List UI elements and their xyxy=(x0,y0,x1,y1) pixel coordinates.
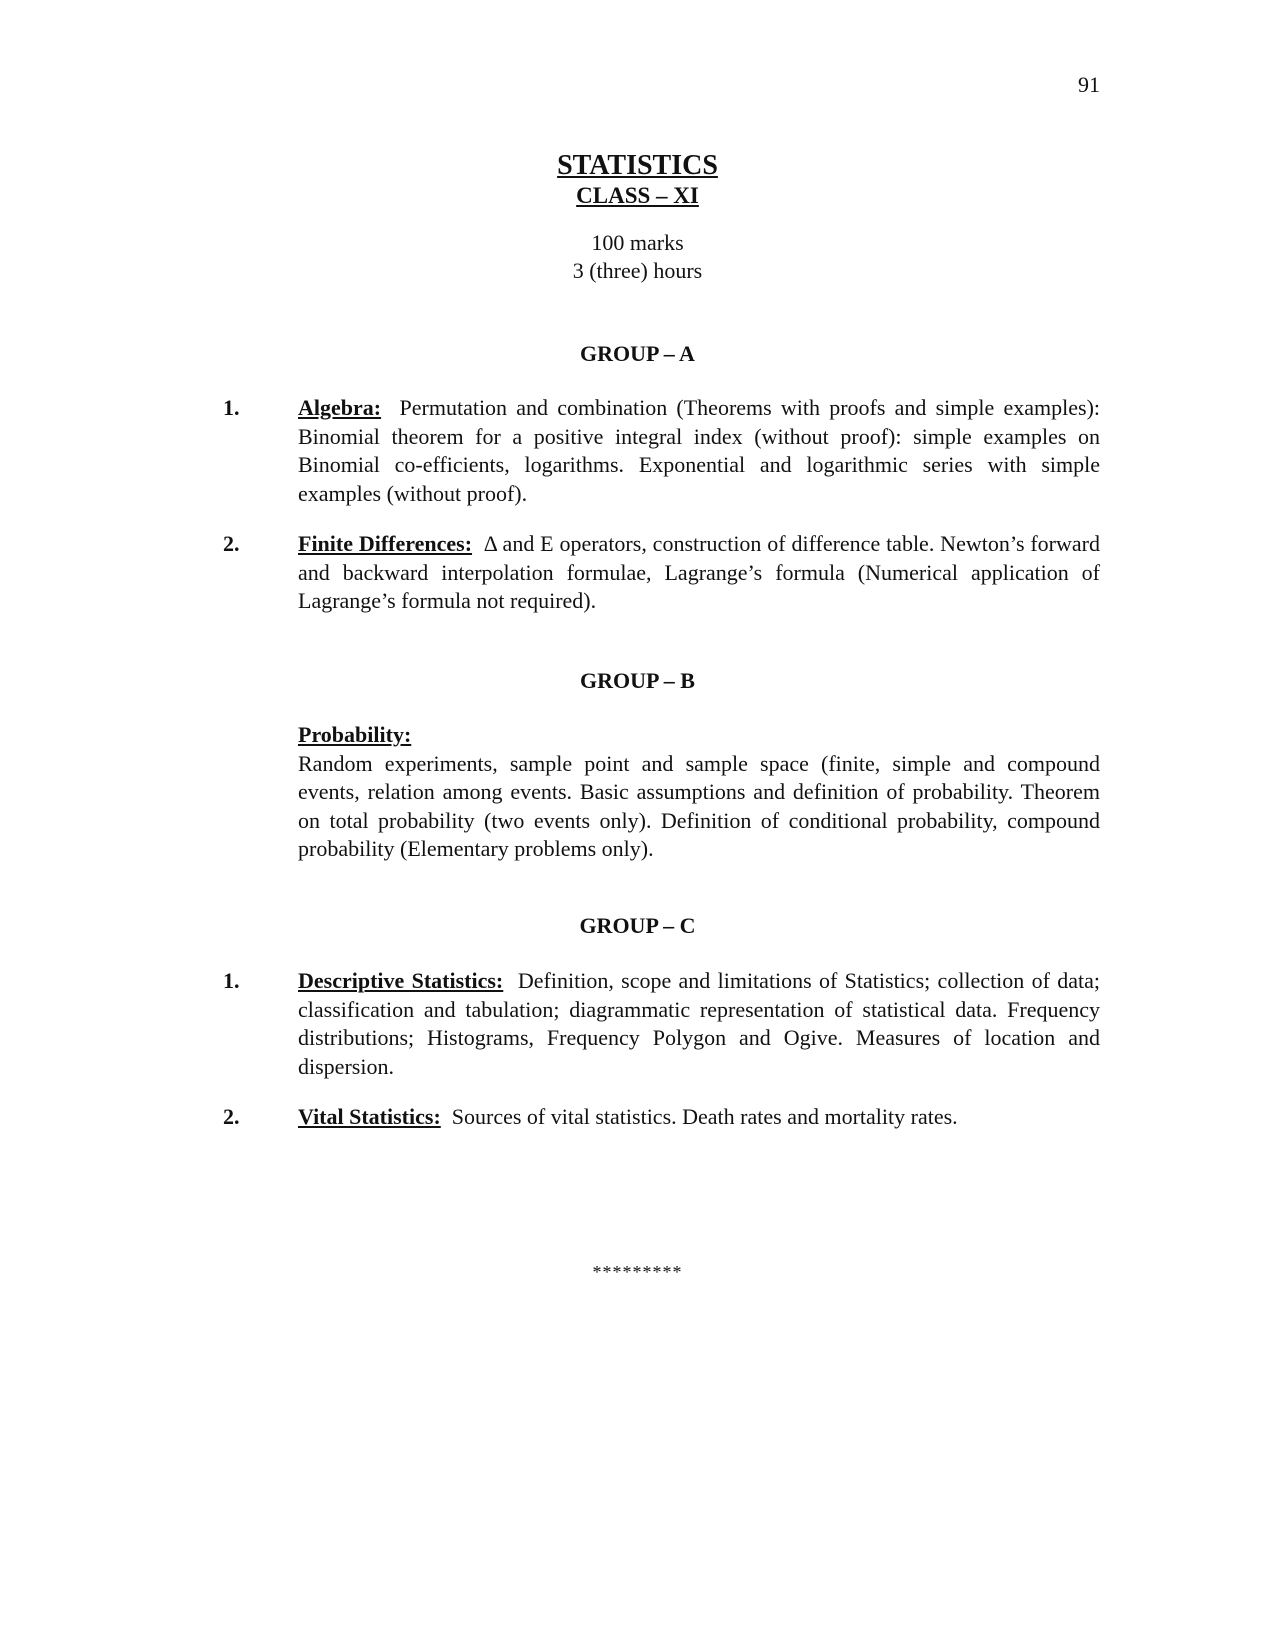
item-lead: Vital Statistics: xyxy=(298,1104,441,1129)
item-text: Δ and E operators, construction of difference table. Newton’s forward and backward interpolation formulae, Lagrange’s formula (Numerical application of Lagrange’s formula not required). xyxy=(298,531,1100,613)
group-a-item-2 xyxy=(223,530,1100,616)
item-lead: Descriptive Statistics: xyxy=(298,968,504,993)
duration-label: 3 (three) hours xyxy=(572,258,703,283)
item-text: Permutation and combination (Theorems with proofs and simple examples): Binomial theorem for a positive integral index (without proof): simple examples on Binomial co-efficients, logarithms. Exponential and logarithmic series with simple examples (without proof). xyxy=(298,395,1101,506)
group-a-item-1 xyxy=(223,394,1100,508)
group-c-item-1 xyxy=(223,967,1100,1081)
group-c-item-2 xyxy=(223,1103,1100,1132)
end-of-page-mark: ********* xyxy=(592,1262,683,1282)
page-title: STATISTICS xyxy=(557,150,718,181)
item-lead: Algebra: xyxy=(298,395,382,420)
group-a-heading: GROUP – A xyxy=(580,341,695,366)
page-number: 91 xyxy=(1078,72,1100,97)
group-b-probability xyxy=(298,721,1100,864)
item-body xyxy=(298,1103,1100,1132)
probability-lead: Probability: xyxy=(298,722,412,747)
item-lead: Finite Differences: xyxy=(298,531,473,556)
item-number: 2. xyxy=(223,1104,240,1129)
item-text: Definition, scope and limitations of Statistics; collection of data; classification and tabulation; diagrammatic representation of statistical data. Frequency distributions; Histograms, Frequency Polygon and Ogive. Measures of location and dispersion. xyxy=(298,968,1100,1079)
item-body xyxy=(298,394,1100,508)
item-text: Sources of vital statistics. Death rates and mortality rates. xyxy=(451,1104,958,1129)
item-number: 1. xyxy=(223,968,240,993)
probability-text: Random experiments, sample point and sample space (finite, simple and compound events, relation among events. Basic assumptions and definition of probability. Theorem on total probability (two events only). Definition of conditional probability, compound probability (Elementary problems only). xyxy=(298,750,1100,861)
group-b-heading: GROUP – B xyxy=(580,668,695,693)
item-body xyxy=(298,967,1100,1081)
group-c-heading: GROUP – C xyxy=(579,913,696,938)
item-number: 2. xyxy=(223,531,240,556)
marks-label: 100 marks xyxy=(591,230,684,255)
class-subtitle: CLASS – XI xyxy=(576,183,699,208)
item-number: 1. xyxy=(223,395,240,420)
item-body xyxy=(298,530,1100,616)
